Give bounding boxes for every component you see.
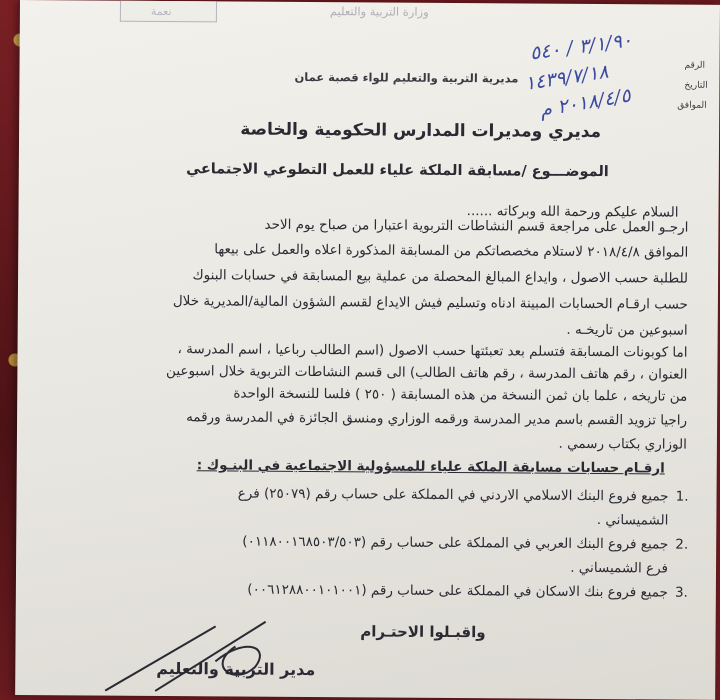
account-2-line-1: جميع فروع البنك العربي في المملكة على حساب رقم (٠١١٨٠٠١٦٨٥٠٣/٥٠٣)	[242, 533, 669, 553]
p2-line-2: العنوان ، رقم هاتف المدرسة ، رقم هاتف الطالب) الى قسم النشاطات التربوية خلال اسبوعين	[166, 363, 688, 383]
signature-scribble-icon	[95, 606, 316, 698]
p1-line-5: اسبوعين من تاريخـه .	[566, 321, 688, 339]
account-3-line-1: جميع فروع بنك الاسكان في المملكة على حساب رقم (٠٠٦١٢٨٨٠٠١٠١٠٠١)	[247, 581, 668, 601]
p1-line-4: حسب ارقـام الحسابات المبينة ادناه وتسليم فيش الايداع لقسم الشؤون المالية/المديرية خلال	[172, 293, 688, 313]
account-2-number: .2	[675, 536, 689, 553]
reference-number-label: الرقم	[684, 60, 706, 71]
signature-title: مدير التربية والتعليم	[156, 658, 316, 680]
logo-box	[120, 1, 217, 23]
reference-date-value: ١٤٣٩/٧/١٨	[523, 60, 610, 95]
ministry-label: وزارة التربية والتعليم	[329, 4, 429, 19]
account-3-number: .3	[674, 584, 688, 601]
p1-line-2: الموافق ٢٠١٨/٤/٨ لاستلام مخصصاتكم من المسابقة المذكورة اعلاه والعمل على بيعها	[214, 241, 689, 261]
addressee: مديري ومديرات المدارس الحكومية والخاصة	[240, 119, 602, 143]
accounts-heading: ارقـام حسابات مسابقة الملكة علياء للمسؤولية الاجتماعية في البنـوك :	[196, 457, 665, 477]
account-2-line-2: فرع الشميساني .	[570, 559, 669, 577]
document-page	[15, 0, 720, 700]
p2-line-1: اما كوبونات المسابقة فتسلم بعد تعبئتها حسب الاصول (اسم الطالب رباعيا ، اسم المدرسة ،	[177, 341, 688, 361]
reference-date-label: التاريخ	[684, 80, 708, 91]
subject: الموضـــوع /مسابقة الملكة علياء للعمل التطوعي الاجتماعي	[186, 161, 609, 181]
reference-corresponds-label: الموافق	[677, 100, 707, 111]
account-1-line-1: جميع فروع البنك الاسلامي الاردني في المملكة على حساب رقم (٢٥٠٧٩) فرع	[237, 485, 669, 505]
p1-line-1: ارجـو العمل على مراجعة قسم النشاطات التربوية اعتبارا من صباح يوم الاحد	[264, 216, 689, 236]
account-1-number: .1	[675, 488, 689, 505]
account-1-line-2: الشميساني .	[596, 512, 669, 529]
closing: واقبـلوا الاحتـرام	[360, 622, 486, 642]
greeting: السلام عليكم ورحمة الله وبركاته ......	[466, 203, 679, 221]
directorate-label: مديرية التربية والتعليم للواء قصبة عمان	[294, 69, 519, 86]
p2-line-5: الوزاري بكتاب رسمي .	[558, 435, 687, 453]
reference-number-value: ٣/١/٩٠ / ٥٤٠	[528, 29, 634, 65]
p2-line-4: راجيا تزويد القسم باسم مدير المدرسة ورقمه الوزاري ومنسق الجائزة في المدرسة ورقمه	[186, 409, 688, 429]
p1-line-3: للطلبة حسب الاصول ، وايداع المبالغ المحصلة من عملية بيع المسابقة في حسابات البنوك	[192, 267, 689, 287]
p2-line-3: من تاريخه ، علما بان ثمن النسخة من هذه المسابقة ( ٢٥٠ ) فلسا للنسخة الواحدة	[233, 385, 688, 405]
logo-text: نعمة	[150, 4, 172, 19]
reference-corresponds-value: ٢٠١٨/٤/٥ م	[538, 84, 633, 122]
